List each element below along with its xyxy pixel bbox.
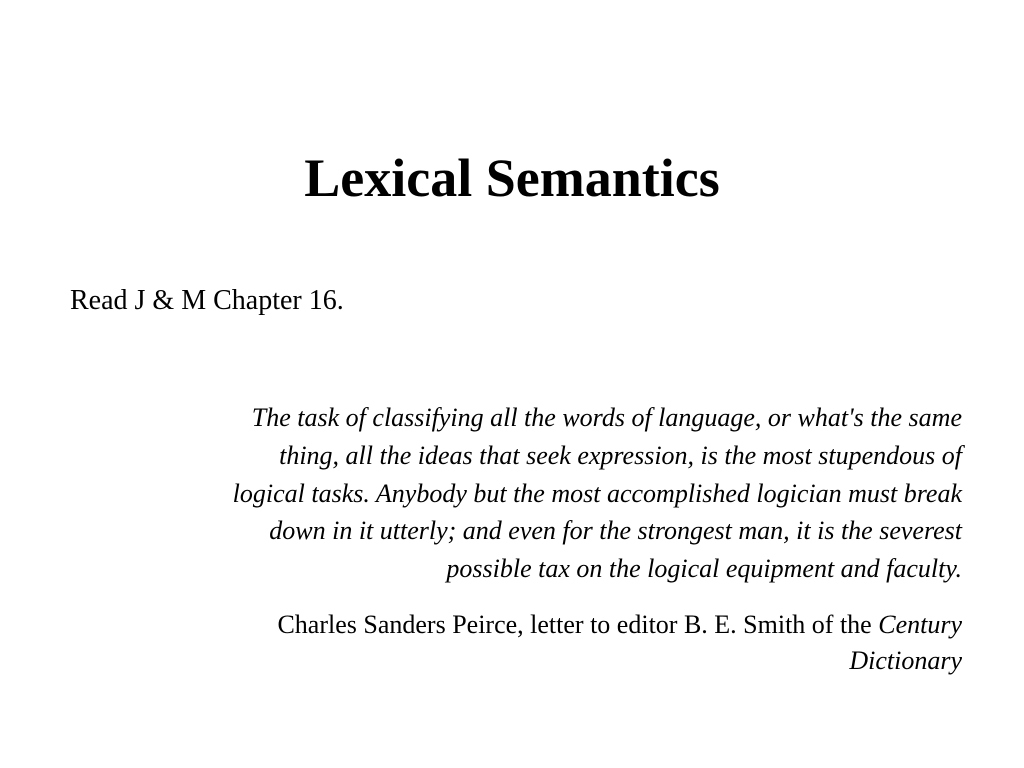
quote-line: logical tasks. Anybody but the most accomplished logician must break: [232, 478, 962, 508]
attribution-text: Charles Sanders Peirce, letter to editor B. E. Smith of the: [277, 610, 872, 639]
attribution-work-title: Century: [878, 610, 962, 639]
quote-line: down in it utterly; and even for the strongest man, it is the severest: [269, 516, 962, 546]
reading-assignment: Read J & M Chapter 16.: [70, 285, 344, 316]
quote-line: The task of classifying all the words of language, or what's the same: [251, 403, 962, 432]
slide-title: Lexical Semantics: [304, 148, 720, 208]
quote-attribution: [60, 607, 962, 679]
quote-line: possible tax on the logical equipment and faculty.: [446, 554, 962, 583]
peirce-quote: [60, 399, 962, 588]
attribution-work-title-continued: Dictionary: [849, 646, 962, 675]
quote-line: thing, all the ideas that seek expression, is the most stupendous of: [279, 440, 962, 470]
attribution-line: [60, 643, 962, 679]
attribution-line: [60, 607, 962, 643]
